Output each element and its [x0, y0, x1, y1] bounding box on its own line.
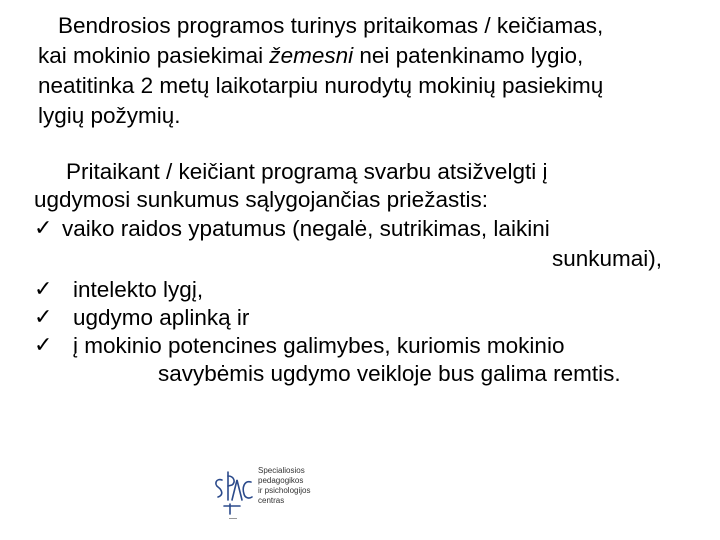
checkmark-icon: ✓: [34, 277, 53, 302]
logo-caption-line4: centras: [258, 496, 285, 505]
checkmark-icon: ✓: [34, 216, 53, 241]
paragraph1-line3: neatitinka 2 metų laikotarpiu nurodytų mokinių pasiekimų: [38, 73, 604, 98]
bullet-item-2: intelekto lygį,: [73, 277, 204, 302]
paragraph2-line1: Pritaikant / keičiant programą svarbu atsižvelgti į: [66, 159, 548, 184]
logo-caption-line3: ir psichologijos: [258, 486, 311, 495]
paragraph1-emphasis: žemesni: [269, 43, 354, 68]
bullet-item-1-line1: vaiko raidos ypatumus (negalė, sutrikimas, laikini: [62, 216, 550, 241]
paragraph1-line2-suffix: nei patenkinamo lygio,: [353, 43, 584, 68]
logo-emblem-icon: [210, 466, 256, 522]
logo-caption-line1: Specialiosios: [258, 466, 305, 475]
bullet-item-1-line2: sunkumai),: [552, 246, 663, 271]
paragraph1-line2-prefix: kai mokinio pasiekimai: [38, 43, 270, 68]
paragraph1-line4: lygių požymių.: [38, 103, 181, 128]
paragraph1-line2: [38, 42, 583, 69]
bullet-item-4-line1: į mokinio potencines galimybes, kuriomis mokinio: [73, 333, 565, 358]
organization-logo: [210, 466, 320, 522]
checkmark-icon: ✓: [34, 305, 53, 330]
bullet-item-4-line2: savybėmis ugdymo veikloje bus galima remtis.: [158, 361, 621, 386]
logo-caption-line2: pedagogikos: [258, 476, 304, 485]
checkmark-icon: ✓: [34, 333, 53, 358]
paragraph1-line1: Bendrosios programos turinys pritaikomas / keičiamas,: [58, 13, 604, 38]
bullet-item-3: ugdymo aplinką ir: [73, 305, 250, 330]
logo-caption: [258, 466, 310, 506]
paragraph2-line2: ugdymosi sunkumus sąlygojančias priežastis:: [34, 187, 488, 212]
